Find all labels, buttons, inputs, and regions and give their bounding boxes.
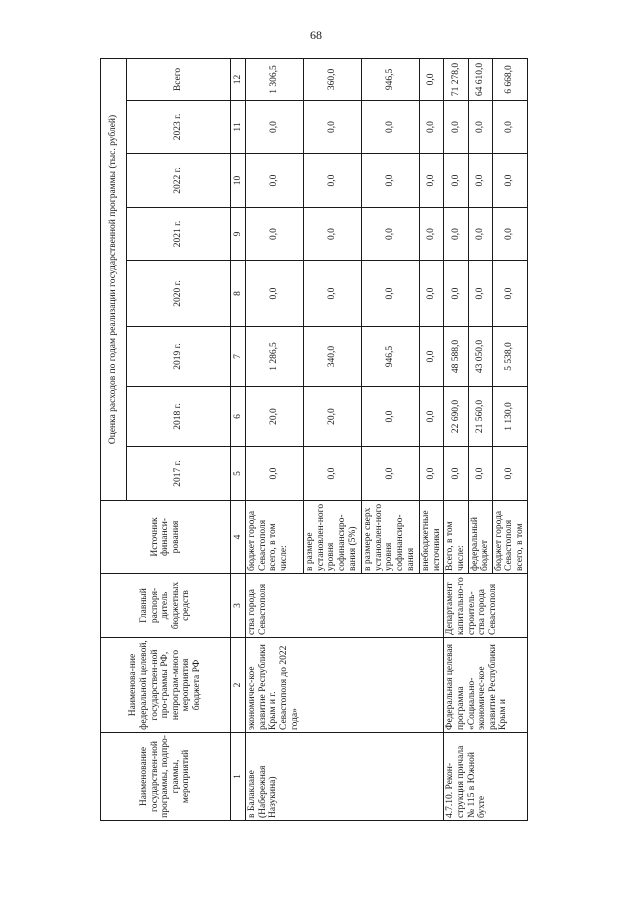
header-year: 2021 г.: [127, 208, 231, 261]
funding-source-cell: бюджет города Севастополя всего, в том числе:: [246, 501, 304, 574]
header-budget-admin: Главный распоря-дитель бюджетных средств: [101, 574, 231, 638]
value-cell: 0,0: [362, 101, 420, 154]
value-cell: 0,0: [492, 447, 527, 501]
value-cell: 21 560,0: [468, 387, 492, 447]
federal-program-cell: Федеральная целевая программа «Социально-экономичес-кое развитие Республики Крым и: [444, 638, 527, 733]
header-expense-group: Оценка расходов по годам реализации государственной программы (тыс. рублей): [101, 58, 127, 500]
table-row: [444, 58, 468, 820]
value-cell: 0,0: [468, 208, 492, 261]
value-cell: 0,0: [304, 101, 362, 154]
value-cell: 0,0: [304, 447, 362, 501]
value-cell: 0,0: [444, 154, 468, 208]
column-index: 11: [231, 101, 246, 154]
total-cell: 0,0: [420, 58, 444, 100]
value-cell: 0,0: [468, 154, 492, 208]
header-total: Всего: [127, 58, 231, 100]
value-cell: 0,0: [420, 327, 444, 387]
value-cell: 22 690,0: [444, 387, 468, 447]
value-cell: 0,0: [468, 101, 492, 154]
header-state-program: Наименование государствен-ной программы, подпро-граммы, мероприятий: [101, 733, 231, 821]
value-cell: 0,0: [246, 101, 304, 154]
column-index: 4: [231, 501, 246, 574]
funding-source-cell: федеральный бюджет: [468, 501, 492, 574]
budget-admin-cell: Департамент капитально-го строитель-ства города Севастополя: [444, 574, 527, 638]
federal-program-cell: экономичес-кое развитие Республики Крым и г. Севастополя до 2022 года»: [246, 638, 444, 733]
value-cell: 0,0: [246, 261, 304, 327]
value-cell: 20,0: [246, 387, 304, 447]
value-cell: 0,0: [246, 154, 304, 208]
column-index: 9: [231, 208, 246, 261]
value-cell: 0,0: [492, 101, 527, 154]
value-cell: 0,0: [304, 154, 362, 208]
funding-source-cell: бюджет города Севастополя всего, в том: [492, 501, 527, 574]
value-cell: 0,0: [492, 261, 527, 327]
header-year: 2023 г.: [127, 101, 231, 154]
header-year: 2022 г.: [127, 154, 231, 208]
header-year: 2018 г.: [127, 387, 231, 447]
total-cell: 6 668,0: [492, 58, 527, 100]
value-cell: 0,0: [444, 261, 468, 327]
total-cell: 946,5: [362, 58, 420, 100]
funding-source-cell: в размере сверх установлен-ного уровня софинансиро-вания: [362, 501, 420, 574]
value-cell: 946,5: [362, 327, 420, 387]
total-cell: 1 306,5: [246, 58, 304, 100]
rotated-table-wrapper: [100, 59, 525, 821]
value-cell: 0,0: [444, 101, 468, 154]
total-cell: 360,0: [304, 58, 362, 100]
column-index: 7: [231, 327, 246, 387]
value-cell: 0,0: [362, 154, 420, 208]
value-cell: 5 538,0: [492, 327, 527, 387]
column-index: 5: [231, 447, 246, 501]
funding-source-cell: в размере установлен-ного уровня софинансиро-вания (5%): [304, 501, 362, 574]
total-cell: 64 610,0: [468, 58, 492, 100]
table-row: [246, 58, 304, 820]
budget-table: [100, 58, 528, 821]
table-area: [100, 59, 525, 821]
value-cell: 0,0: [420, 447, 444, 501]
header-year: 2020 г.: [127, 261, 231, 327]
value-cell: 0,0: [468, 447, 492, 501]
value-cell: 48 588,0: [444, 327, 468, 387]
value-cell: 1 286,5: [246, 327, 304, 387]
header-federal-program: Наименова-ние федеральной целевой, государствен-ной про-граммы РФ, непрограм-много мероприятия бюджета РФ: [101, 638, 231, 733]
value-cell: 1 130,0: [492, 387, 527, 447]
column-index-row: [231, 58, 246, 820]
header-year: 2017 г.: [127, 447, 231, 501]
value-cell: 0,0: [468, 261, 492, 327]
total-cell: 71 278,0: [444, 58, 468, 100]
value-cell: 0,0: [420, 387, 444, 447]
value-cell: 43 050,0: [468, 327, 492, 387]
value-cell: 20,0: [304, 387, 362, 447]
budget-admin-cell: ства города Севастополя: [246, 574, 444, 638]
value-cell: 0,0: [492, 208, 527, 261]
funding-source-cell: Всего, в том числе:: [444, 501, 468, 574]
column-index: 2: [231, 638, 246, 733]
value-cell: 0,0: [362, 208, 420, 261]
column-index: 6: [231, 387, 246, 447]
value-cell: 0,0: [304, 208, 362, 261]
value-cell: 0,0: [362, 387, 420, 447]
value-cell: 0,0: [420, 154, 444, 208]
value-cell: 340,0: [304, 327, 362, 387]
header-funding-source: Источник финанси-рования: [101, 501, 231, 574]
column-index: 8: [231, 261, 246, 327]
column-index: 12: [231, 58, 246, 100]
value-cell: 0,0: [444, 208, 468, 261]
value-cell: 0,0: [444, 447, 468, 501]
funding-source-cell: внебюджетные источники: [420, 501, 444, 574]
value-cell: 0,0: [420, 101, 444, 154]
program-name-cell: в Балаклаве (Набережная Назукина): [246, 733, 444, 821]
column-index: 10: [231, 154, 246, 208]
value-cell: 0,0: [246, 208, 304, 261]
value-cell: 0,0: [420, 208, 444, 261]
value-cell: 0,0: [420, 261, 444, 327]
value-cell: 0,0: [492, 154, 527, 208]
column-index: 3: [231, 574, 246, 638]
value-cell: 0,0: [246, 447, 304, 501]
page-number: 68: [310, 28, 322, 42]
program-name-cell: 4.7.10. Рекон-струкция причала № 115 в Южной бухте: [444, 733, 527, 821]
value-cell: 0,0: [304, 261, 362, 327]
column-index: 1: [231, 733, 246, 821]
value-cell: 0,0: [362, 447, 420, 501]
header-year: 2019 г.: [127, 327, 231, 387]
value-cell: 0,0: [362, 261, 420, 327]
